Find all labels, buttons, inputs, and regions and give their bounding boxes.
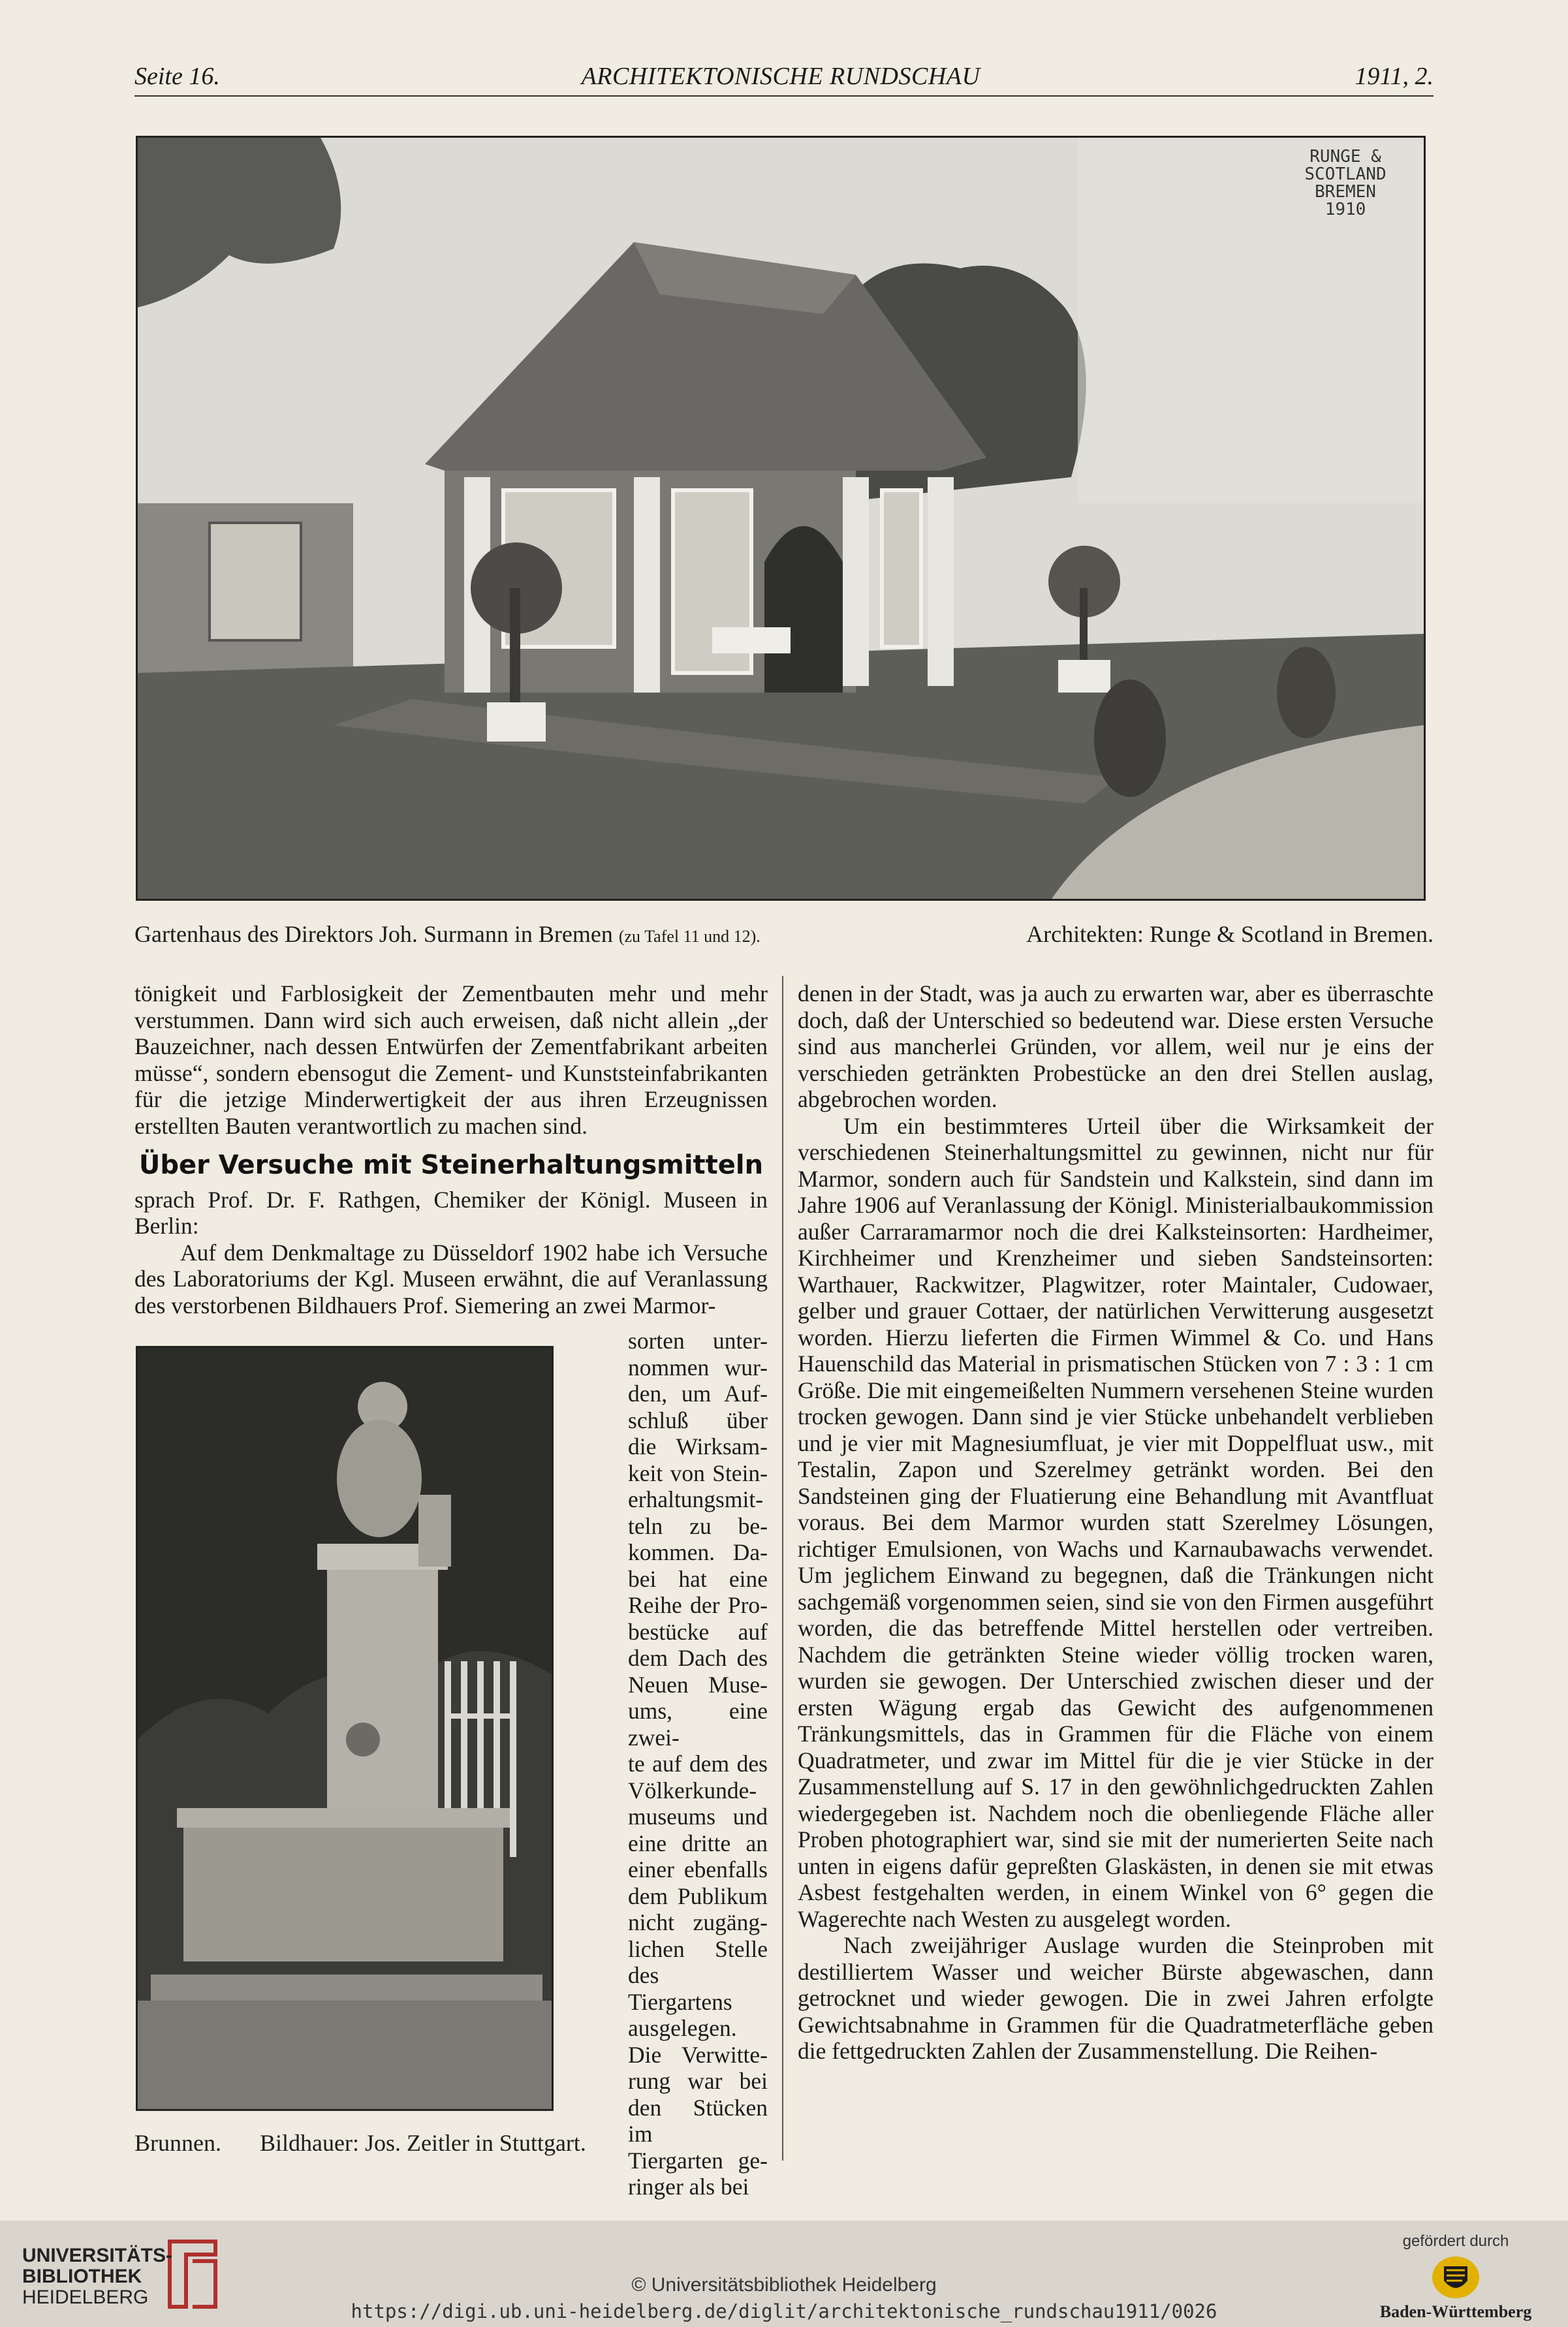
garden-house-illustration [138, 138, 1424, 899]
text-line: Die Verwitte- [628, 2041, 768, 2068]
left-column [134, 980, 768, 1319]
paragraph: tönigkeit und Farblosigkeit der Zementbauten mehr und mehr verstummen. Dann wird sich auch erweisen, daß nicht allein „der Bauzeichner, nach dessen Entwürfen der Zementfabrikant arbeiten müsse“, sondern ebensogut die Zement- und Kunststeinfabrikanten für die jetzige Minderwertigkeit der aus ihren Erzeugnissen erstellten Bauten verantwortlich zu machen sind. [134, 980, 768, 1139]
paragraph: Um ein bestimmteres Urteil über die Wirksamkeit der verschiedenen Steinerhaltungsmittel zu gewinnen, nicht nur für Marmor, sondern auch für Sandstein und Kalkstein, sind dann im Jahre 1906 auf Veranlassung der Königl. Ministerialbaukommission außer Carraramarmor noch die drei Kalksteinsorten: Hardheimer, Kirchheimer und Krenzheimer und sieben Sandsteinsorten: Warthauer, Rackwitzer, Plagwitzer, roter Maintaler, Cudowaer, gelber und grauer Cottaer, der natürlichen Verwitterung ausgesetzt worden. Hierzu lieferten die Firmen Wimmel & Co. und Hans Hauenschild das Material in prismatischen Stücken von 7 : 3 : 1 cm Größe. Die mit eingemeißelten Nummern versehenen Steine wurden trocken gewogen. Dann sind je vier Stücke unbehandelt verblieben und je vier mit Magnesiumfluat, je vier mit Doppelfluat usw., mit Testalin, Zapon und Szerelmey getränkt worden. Bei den Sandsteinen ging der Fluatierung eine Behandlung mit Avantfluat voraus. Bei dem Marmor wurden statt Szerelmey Lösungen, richtiger Emulsionen, von Wachs und Karnaubawachs verwendet. Um jeglichem Einwand zu begegnen, daß die Tränkungen nicht sachgemäß vorgenommen seien, sind sie von den Firmen ausgeführt worden, die das betreffende Mittel herstellen oder vertreiben. Nachdem die getränkten Steine wieder völlig trocken waren, wurden sie gewogen. Der Unterschied zwischen dieser und der ersten Wägung ergab das Gewicht des aufgenommenen Tränkungsmittels, das in Grammen für die Fläche von einem Quadratmeter, und zwar im Mittel für die je vier Stücke in der Zusammenstellung auf S. 17 in den gewöhnlichgedruckten Zahlen wiedergegeben ist. Nachdem noch die obenliegende Fläche aller Proben photographiert war, sind sie mit der numerierten Seite nach unten in eigens dafür gepreßten Glaskästen, in denen sie mit etwas Asbest festgehalten werden, in einem Winkel von 6° gegen die Wagerechte nach Westen zu ausgelegt worden. [798, 1112, 1434, 1932]
garden-house-photo [136, 136, 1426, 901]
text-line: sorten unter- [628, 1328, 768, 1354]
permalink[interactable]: https://digi.ub.uni-heidelberg.de/diglit/architektonische_rundschau1911/0026 [351, 2300, 1217, 2322]
signature-line: SCOTLAND [1304, 164, 1387, 184]
section-heading: Über Versuche mit Steinerhaltungsmitteln [138, 1150, 764, 1180]
text-line: erhaltungsmit- [628, 1486, 764, 1512]
paragraph: denen in der Stadt, was ja auch zu erwarten war, aber es überraschte doch, daß der Unterschied so bedeutend war. Diese ersten Versuche sind aus mancherlei Gründen, vor allem, weil nur je eins der verschieden getränkten Probestücke an den drei Stellen auslag, abgebrochen worden. [798, 980, 1434, 1112]
signature-line: RUNGE & [1309, 147, 1381, 166]
header-rule [134, 95, 1434, 97]
text-line: lichen Stelle [628, 1935, 768, 1962]
photo-caption-architects: Architekten: Runge & Scotland in Bremen. [1026, 921, 1434, 947]
text-line: Neuen Muse- [628, 1671, 768, 1698]
paragraph: Auf dem Denkmaltage zu Düsseldorf 1902 habe ich Versuche des Laboratoriums der Kgl. Museen erwähnt, die auf Veranlassung des verstorbenen Bildhauers Prof. Siemering an zwei Marmor- [134, 1239, 768, 1319]
caption-plate-note: (zu Tafel 11 und 12). [618, 927, 760, 946]
text-line: den Stücken im [628, 2094, 768, 2147]
narrow-text-column [628, 1328, 768, 2200]
text-line: dem Publikum [628, 1882, 768, 1909]
fountain-caption-sculptor: Bildhauer: Jos. Zeitler in Stuttgart. [260, 2130, 586, 2156]
text-line: museums und [628, 1804, 768, 1830]
lecture-byline: sprach Prof. Dr. F. Rathgen, Chemiker der Königl. Museen in Berlin: [134, 1186, 768, 1239]
text-line: die Wirksam- [628, 1433, 768, 1460]
header-journal-title: ARCHITEKTONISCHE RUNDSCHAU [581, 63, 980, 90]
text-line: keit von Stein- [628, 1460, 768, 1486]
text-line: nicht zugäng- [628, 1909, 768, 1935]
text-line: kommen. Da- [628, 1539, 768, 1565]
column-divider [782, 976, 783, 2161]
state-coat-of-arms-icon [1430, 2255, 1482, 2300]
photo-caption-left [134, 920, 760, 948]
paragraph: Nach zweijähriger Auslage wurden die Steinproben mit destilliertem Wasser und weicher Bürste abgewaschen, dann getrocknet und wieder gewogen. Die in zwei Jahren erfolgte Gewichtsabnahme in Grammen für die Quadratmeterfläche geben die fettgedruckten Zahlen der Zusammenstellung. Die Reihen- [798, 1932, 1434, 2064]
signature-line: BREMEN [1315, 182, 1376, 202]
library-name-line: UNIVERSITÄTS- [22, 2245, 173, 2266]
text-line: den, um Auf- [628, 1381, 768, 1407]
footer-bar [0, 2221, 1568, 2327]
text-line: des Tiergartens [628, 1962, 732, 2015]
text-line: Völkerkunde- [628, 1777, 757, 1804]
text-line: Tiergarten ge- [628, 2147, 768, 2174]
library-name-line: BIBLIOTHEK [22, 2266, 142, 2287]
text-line: te auf dem des [628, 1751, 768, 1777]
text-line: schluß über [628, 1407, 768, 1433]
text-line: teln zu be- [628, 1512, 768, 1539]
copyright-notice: © Universitätsbibliothek Heidelberg [631, 2274, 937, 2296]
header-page-number: Seite 16. [134, 63, 220, 90]
signature-line: 1910 [1325, 200, 1366, 219]
text-line: nommen wur- [628, 1354, 768, 1381]
text-line: bei hat eine [628, 1565, 768, 1592]
text-line: Reihe der Pro- [628, 1592, 768, 1618]
sponsor-name: Baden-Württemberg [1379, 2302, 1532, 2321]
fountain-photo [136, 1346, 554, 2111]
text-line: dem Dach des [628, 1645, 768, 1671]
text-line: einer ebenfalls [628, 1856, 768, 1882]
artist-signature [1277, 148, 1414, 219]
text-line: rung war bei [628, 2068, 768, 2094]
header-issue: 1911, 2. [1355, 63, 1434, 90]
sponsor-label: gefördert durch [1402, 2232, 1509, 2250]
fountain-illustration [138, 1348, 552, 2109]
text-line: bestücke auf [628, 1618, 768, 1645]
text-line: eine dritte an [628, 1830, 768, 1856]
text-line: ausgelegen. [628, 2015, 737, 2041]
text-line: ringer als bei [628, 2174, 749, 2200]
library-name-line: HEIDELBERG [22, 2287, 149, 2308]
caption-title: Gartenhaus des Direktors Joh. Surmann in Bremen [134, 921, 613, 947]
text-line: ums, eine zwei- [628, 1698, 768, 1751]
fountain-caption-title: Brunnen. [134, 2130, 221, 2156]
right-column [798, 980, 1434, 2065]
